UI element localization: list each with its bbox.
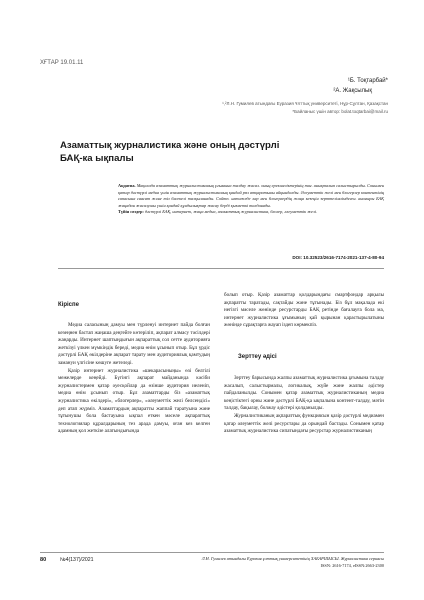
abstract-block [118, 183, 384, 216]
abstract-label: Аңдатпа. [118, 183, 136, 188]
doi: DOI: 10.32523/2616-7174-2021-137-4-80-94 [292, 255, 384, 260]
abstract-text: Мақалада азаматтық журналистиканың ұғымына талдау жасал. оның ерекшеліктерінің тағ. анықталып салыстырылды. Сонымен қатар дәстүрлі медиа үшін азаматтық журналистиканың қандай рөл атқаратыны айқындалды. Әлеуметтік желі мен блогерлер контентінің сапасына саясат және тіл бәсекелі талқыланады. Сойтп. нәтижеде лар мен блогерлердің жаңа кезеңін зерттелімлімдеген. анағыры БАҚ жаңадан жасалушы үшін қандай құндылықтар жасау берді қызметкі талданады. [118, 183, 384, 208]
journal-name: Л.Н. Гумилев атындағы Еуразия ұлттық университетінің ХАБАРШЫСЫ. Журналистика сериясы [201, 556, 384, 561]
keywords-label: Түйін сөздер: [118, 209, 144, 214]
udc-code: ХҒТАР 19.01.11 [40, 60, 84, 66]
right-column-bottom [224, 375, 384, 436]
journal-issn: ISSN: 2616-7174, eISSN:2663-2300 [320, 563, 384, 568]
issue-number: №4(137)/2021 [60, 557, 94, 563]
paragraph: Зерттеу барысында жалпы азаматтық журналистика ұғымына талдау жасалып, салыстырмалы, логикалық, жүйе және жалпы әдістер пайдаланылды. Сонымен қатар азаматтық журналистиканың медиа кеңістіктегі орны және дәстүрлі БАҚ-қа ықпалына контент-талдау, мәтін талдау, бақылау, болжау әдістері қолданылды. [224, 375, 384, 412]
section-heading-method: Зерттеу әдісі [238, 354, 277, 360]
left-column [58, 322, 210, 436]
keywords-text: дәстүрлі БАҚ, интернет, жаңа медиа, азаматтық журналистика, блогер, әлеуметтік желі. [144, 209, 318, 214]
article-title-line-1: Азаматтық журналистика және оның дәстүрлі [60, 140, 280, 151]
paragraph: Медиа саласының дамуы мен түрленуі интернет пайда болған кезеңнен бастап жаңаша деңгейге көтеріліп, ақпарат алмасу тәсілдері жаңарды. Интернет шаптыңдығын ақпараттық сол сетте аудиторияға жеткізуі үлкен мүмкіндік береді, медиа өнім ұсынып отыр. Бұл үрдіс дәстүрлі БАҚ өкілдеріне ақпарат тарату мен аудиториялық қамтудың замануи үлгісіне көшуге жетеледі. [58, 322, 210, 366]
page-number: 80 [40, 557, 47, 563]
corresponding-email: *Байланыс үшін автор: bolat.toqtarbai@mail.ru [292, 109, 388, 114]
author-1: ¹Б. Тоқтарбай* [347, 78, 388, 84]
paragraph: Журналистиканың ақпараттық функциясын қазір дәстүрлі медиамен қатар әлеуметтік желі ресурстары да орындай бастады. Сонымен қатар азаматтық журналистика сипатындағы ресурстар журналистиканың [224, 412, 384, 435]
author-2: ²А. Жақсылық [333, 88, 372, 94]
section-heading-intro: Кіріспе [58, 302, 79, 308]
abstract-divider [58, 268, 384, 269]
affiliation: ¹,²Л.Н. Гумилев атындағы Еуразия Ұлттық университеті, Нұр-Сұлтан, Қазақстан [222, 101, 388, 106]
footer-divider [40, 552, 384, 553]
right-column-top [224, 292, 384, 330]
paragraph: Қазір интернет журналистика «шекарасыныңы» өзі белгілі межелерде кеңейді. Бүгінгі ақпарат майданында кәсіби журналистермен қатар әуесқойлар да өзінше аудитория иеленіп, медиа өнім ұсынып отыр. Бұл азаматтарды біз «азаматтық журналистика өкілдері», «блогерлер», «әлеуметтік желі белсендісі» деп атап жүрміз. Азаматтардың ақпаратты жаппай таратуына және тұтынушы бола бастауына ықпал еткен мәселе ақпараттық технологиялар құралдарының тез арада дамуы, оған кез келген адамның қол жеткізе алатындығында [58, 367, 210, 435]
paragraph: болып отыр. Қазір азаматтар қолдарындағы смартфондар арқылы ақпаратты таратады, сақтайды және тұтынады. Біз бұл мақалада екі негізгі мәселе жөнінде ресурстарды БАҚ ретінде бағалауға бола ма, интернет журналистика ұғымының қай қырынан қарастырылатыны жөнінде сұрақтарға жауап іздеп көрмекпіз. [224, 292, 384, 329]
article-title-line-2: БАҚ-ка ықпалы [60, 153, 134, 164]
